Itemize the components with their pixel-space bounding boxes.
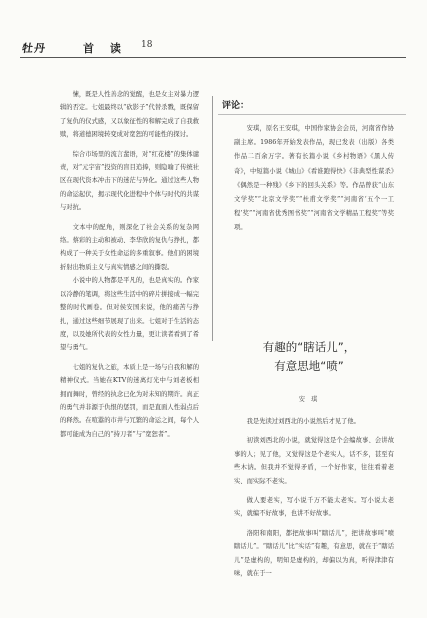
article-paragraph: 做人要老实，写小说千万不能太老实。写小说太老实，就编不好故事，也讲不好故事。 xyxy=(234,497,394,518)
header-rule xyxy=(20,57,406,58)
magazine-logo: 牡丹 xyxy=(21,42,47,55)
article-title-line1: 有趣的“瞎话儿”， xyxy=(262,340,356,354)
section-title: 首 读 xyxy=(83,42,127,55)
article-paragraph: 初读刘西北的小说，就觉得这是个会编故事、会讲故事的人；见了他，又觉得这是个老实人，话不多，甚至有些木讷。但我并不觉得矛盾，一个好作家，往往看着老实、而实际不老实。 xyxy=(234,437,394,485)
left-paragraph: 文本中的配角，则深化了社会关系的复杂网络。蔡彩的主动和被动、李华欣的复仇与挣扎，都构成了一种关于女性命运的多重叙事。他们的困境折射出物质主义与真实情感之间的撕裂。 xyxy=(60,223,199,271)
review-heading-rule xyxy=(218,114,406,115)
article-paragraph: 洛阳和南阳，都把故事叫“瞎话儿”，把讲故事叫“喷瞎话儿”。“瞎话儿”比“实话”有趣，有意思，就在于“瞎话儿”是虚构的，明知是虚构的，却偏以为真，听得津津有味，就在于一 xyxy=(234,529,394,578)
left-paragraph: 综合市场里的流言蜚语，对“红花楼”的集体谴责，对“元宇宙”投资的盲目追捧，则隐喻了传统社区在现代资本冲击下的迷茫与异化。通过这些人物的命运起伏，揭示现代化进程中个体与时代的共谋与对抗。 xyxy=(60,150,199,212)
review-heading: 评论： xyxy=(222,101,250,111)
left-paragraph: 愫，既是人性善念的觉醒，也是女主对暴力逻辑的否定。七姐最终以“砍影子”代替杀戮，既保留了复仇的仪式感，又以象征性的和解完成了自我救赎，将道德困境转变成对宽恕的可能性的探讨。 xyxy=(60,91,199,139)
article-paragraph: 我是先读过刘西北的小说然后才见了他。 xyxy=(246,418,360,425)
review-box xyxy=(234,122,394,236)
article-title-line2: 有意思地“喷” xyxy=(274,359,344,373)
review-text: 安琪，原名王安琪，中国作家协会会员，河南省作协副主席。1986年开始发表作品，现已发表（出版）各类作品二百余万字。著有长篇小说《乡村物语》《黑人传奇》，中短篇小说《城山》《看谁跑得快》《非典型性谋杀》《偶然是一种残》《乡下的回头关系》等。作品曾获“山东文学奖”“北京文学奖”“杜甫文学奖”“河南省‘五个一工程’奖”“河南省优秀图书奖”“河南省文学精品工程奖”等奖项。 xyxy=(234,125,394,232)
page-number: 18 xyxy=(141,40,153,50)
left-paragraph: 七姐的复仇之旅，本质上是一场与自我和解的精神仪式。当她在KTV的迷离灯光中与刘老板相拥而舞时，曾经的执念已化为对未知的期许。真正的勇气并非源于仇恨的惩罚，而是直面人性弱点后的释然。在喧嚣的市井与冗繁的命运之间，每个人都可能成为自己的“持刀者”与“宽恕者”。 xyxy=(60,363,199,438)
article-author: 安 琪 xyxy=(298,396,320,403)
left-paragraph: 小说中的人物都是平凡的，也是真实的。作家以冷静的笔调，将这些生活中的碎片拼接成一幅完整的时代画卷。但对侯安国来说，他的痛苦与挣扎，通过这些细节展现了出来。七姐对于生活的态度，以及她所代表的女性力量，更让读者看到了希望与勇气。 xyxy=(60,277,199,352)
page-header xyxy=(0,0,427,66)
article-body xyxy=(234,415,394,580)
column-divider xyxy=(212,96,213,341)
left-column xyxy=(60,88,199,441)
